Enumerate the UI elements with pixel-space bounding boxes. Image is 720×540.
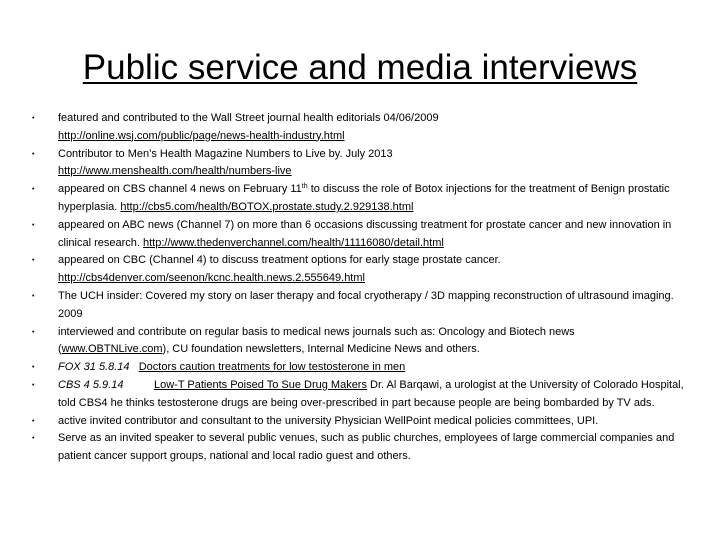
obtn-link[interactable]: www.OBTNLive.com [61,343,163,356]
bullet-icon: • [32,328,35,336]
bullet-icon: • [32,417,35,425]
item-text-cont: ), CU foundation newsletters, Internal Medicine News and others. [162,343,480,356]
cbs4-link[interactable]: Low-T Patients Poised To Sue Drug Makers [154,378,367,391]
abc-link[interactable]: http://www.thedenverchannel.com/health/11116080/detail.html [142,236,444,249]
wsj-link[interactable]: http://online.wsj.com/public/page/news-health-industry.html [58,129,345,142]
item-text: featured and contributed to the Wall Street journal health editorials 04/06/2009 [58,112,439,124]
bullet-icon: • [32,364,35,372]
bullet-item-uch-insider [26,288,686,324]
bullet-item-wellpoint [26,413,686,431]
slide-title: Public service and media interviews [82,48,638,87]
mens-health-link[interactable]: http://www.menshealth.com/health/numbers-live [58,165,292,178]
bullet-item-fox31 [26,359,686,377]
item-text: appeared on ABC news (Channel 7) on more than 6 occasions discussing treatment for prostate cancer and new innovation in clinical research. [58,218,672,249]
item-text: appeared on CBS channel 4 news on February 11 [58,183,302,196]
bullet-icon: • [32,150,35,158]
item-text-cont: to discuss the role of Botox injections for the treatment of Benign prostatic hyperplasia. [58,183,670,213]
bullet-item-wsj [26,110,686,146]
bullet-list [26,110,686,466]
item-text: FOX 31 5.8.14 [58,361,139,374]
item-text: Contributor to Men’s Health Magazine Numbers to Live by. July 2013 [58,147,393,160]
bullet-item-medical-news [26,324,686,360]
item-text: The UCH insider: Covered my story on laser therapy and focal cryotherapy / 3D mapping reconstruction of ultrasound imaging. 2009 [58,289,674,320]
superscript-th: th [301,183,308,191]
bullet-icon: • [32,435,35,443]
item-text: CBS 4 5.9.14 [58,378,154,391]
item-text: active invited contributor and consultant to the university Physician WellPoint medical policies committees, UPI. [58,414,599,427]
bullet-icon: • [32,221,35,229]
cbs-botox-link[interactable]: http://cbs5.com/health/BOTOX.prostate.study.2.929138.html [120,200,414,213]
fox31-link[interactable]: Doctors caution treatments for low testosterone in men [138,361,406,374]
bullet-item-cbs4 [26,377,686,413]
item-text: appeared on CBC (Channel 4) to discuss treatment options for early stage prostate cancer. [58,254,501,267]
bullet-icon: • [32,292,35,300]
bullet-icon: • [32,381,35,389]
cbc-link[interactable]: http://cbs4denver.com/seenon/kcnc.health.news.2.555649.html [58,272,365,285]
item-text-cont: Dr. Al Barqawi, a urologist at the University of Colorado Hospital, told CBS4 he thinks testosterone drugs are being over-prescribed in part because people are being bombarded by TV ads. [58,378,684,409]
bullet-icon: • [32,257,35,265]
bullet-item-abc [26,217,686,253]
bullet-item-cbc [26,252,686,288]
bullet-icon: • [32,115,35,122]
bullet-item-speaker [26,430,686,466]
bullet-item-mens-health [26,146,686,182]
item-text: Serve as an invited speaker to several public venues, such as public churches, employees of large commercial companies and patient cancer support groups, national and local radio guest and others. [58,432,675,463]
item-text: interviewed and contribute on regular basis to medical news journals such as: Oncology and Biotech news ( [58,325,575,356]
bullet-item-cbs-botox [26,181,686,217]
bullet-icon: • [32,186,35,194]
